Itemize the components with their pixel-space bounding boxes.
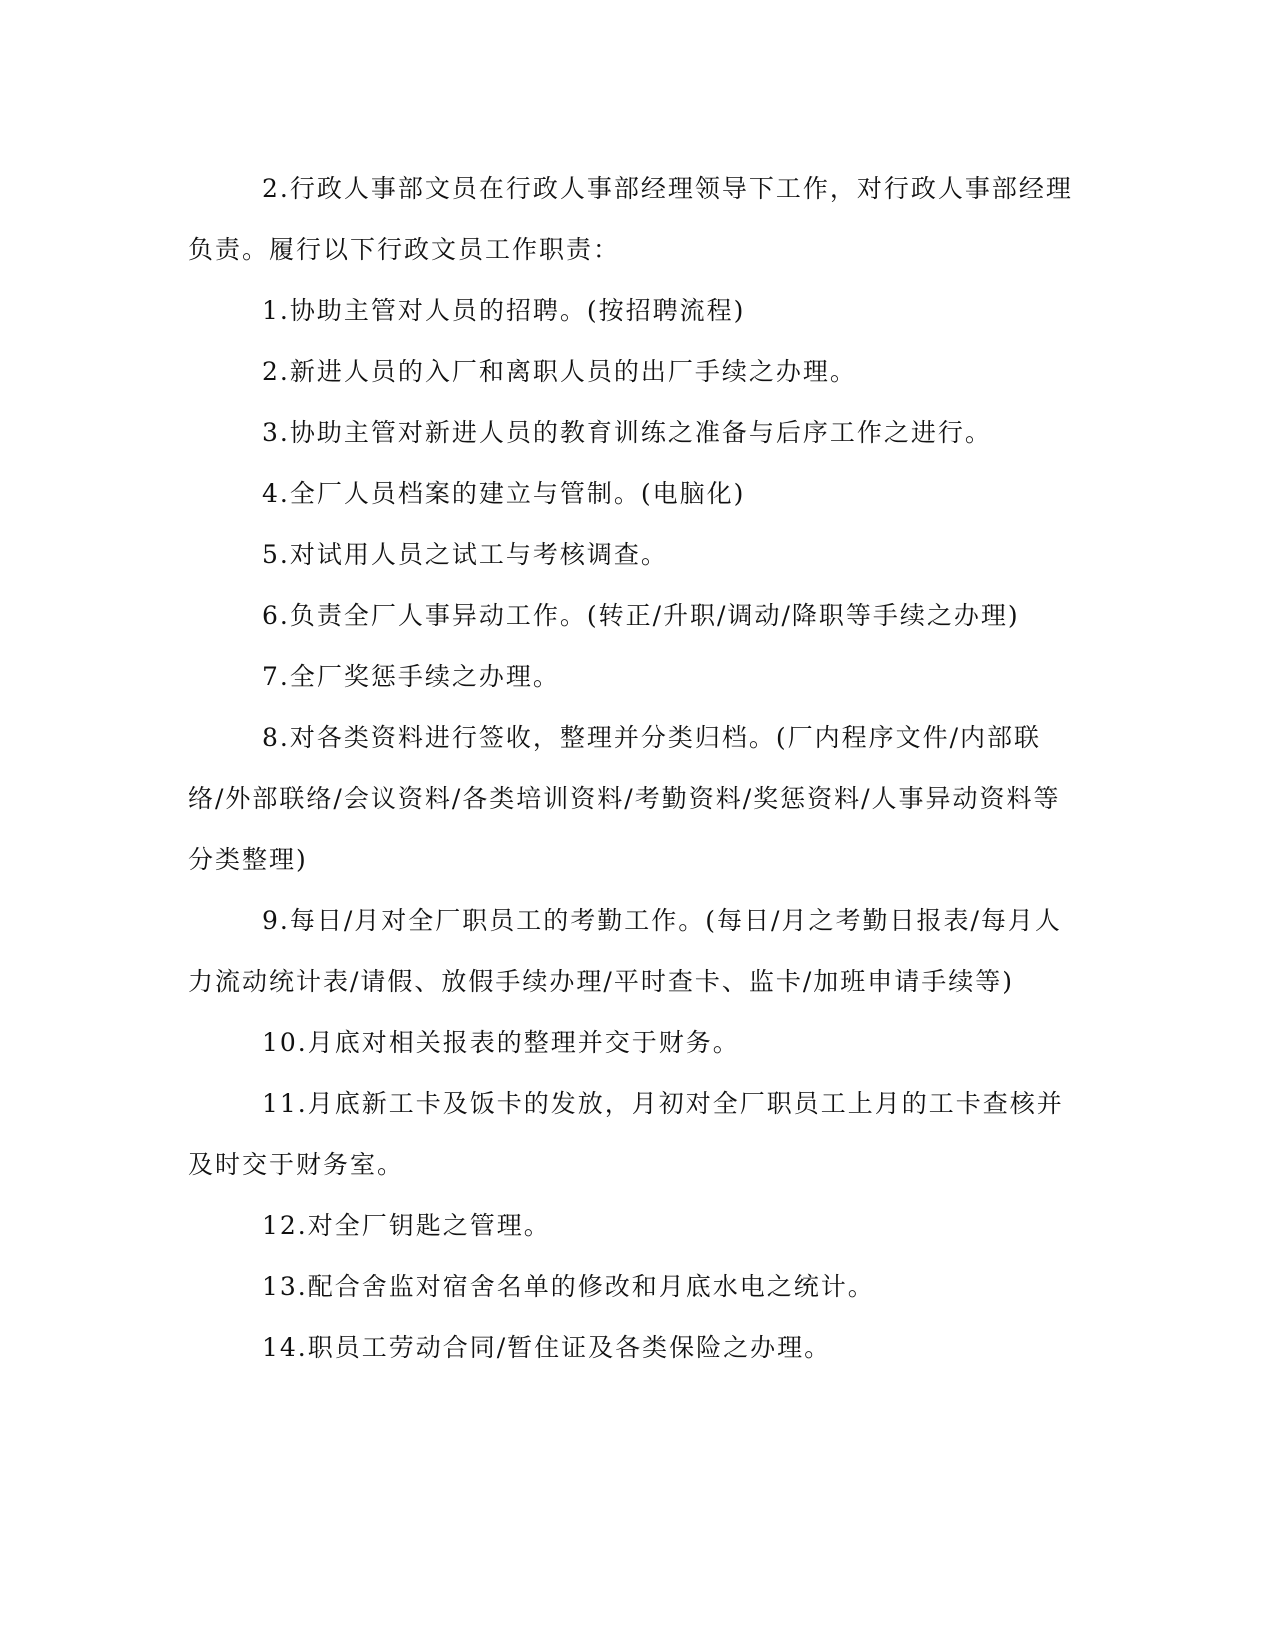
duty-item-10: 10.月底对相关报表的整理并交于财务。 [262,1028,740,1057]
duty-item-5: 5.对试用人员之试工与考核调查。 [262,540,668,569]
duty-item-8: 8.对各类资料进行签收，整理并分类归档。(厂内程序文件/内部联络/外部联络/会议资料/各类培训资料/考勤资料/奖惩资料/人事异动资料等分类整理) [188,723,1061,874]
duty-item-1: 1.协助主管对人员的招聘。(按招聘流程) [262,296,746,325]
duty-item-13: 13.配合舍监对宿舍名单的修改和月底水电之统计。 [262,1272,875,1301]
duty-item-7: 7.全厂奖惩手续之办理。 [262,662,560,691]
document-body [188,158,1078,1378]
duty-item-14: 14.职员工劳动合同/暂住证及各类保险之办理。 [262,1333,832,1362]
paragraph-intro: 2.行政人事部文员在行政人事部经理领导下工作，对行政人事部经理负责。履行以下行政文员工作职责： [188,174,1073,264]
duty-item-2: 2.新进人员的入厂和离职人员的出厂手续之办理。 [262,357,857,386]
duty-item-9: 9.每日/月对全厂职员工的考勤工作。(每日/月之考勤日报表/每月人力流动统计表/请假、放假手续办理/平时查卡、监卡/加班申请手续等) [188,906,1062,996]
duty-item-4: 4.全厂人员档案的建立与管制。(电脑化) [262,479,746,508]
duty-item-3: 3.协助主管对新进人员的教育训练之准备与后序工作之进行。 [262,418,992,447]
duty-item-12: 12.对全厂钥匙之管理。 [262,1211,551,1240]
duty-item-11: 11.月底新工卡及饭卡的发放，月初对全厂职员工上月的工卡查核并及时交于财务室。 [188,1089,1064,1179]
duty-item-6: 6.负责全厂人事异动工作。(转正/升职/调动/降职等手续之办理) [262,601,1020,630]
